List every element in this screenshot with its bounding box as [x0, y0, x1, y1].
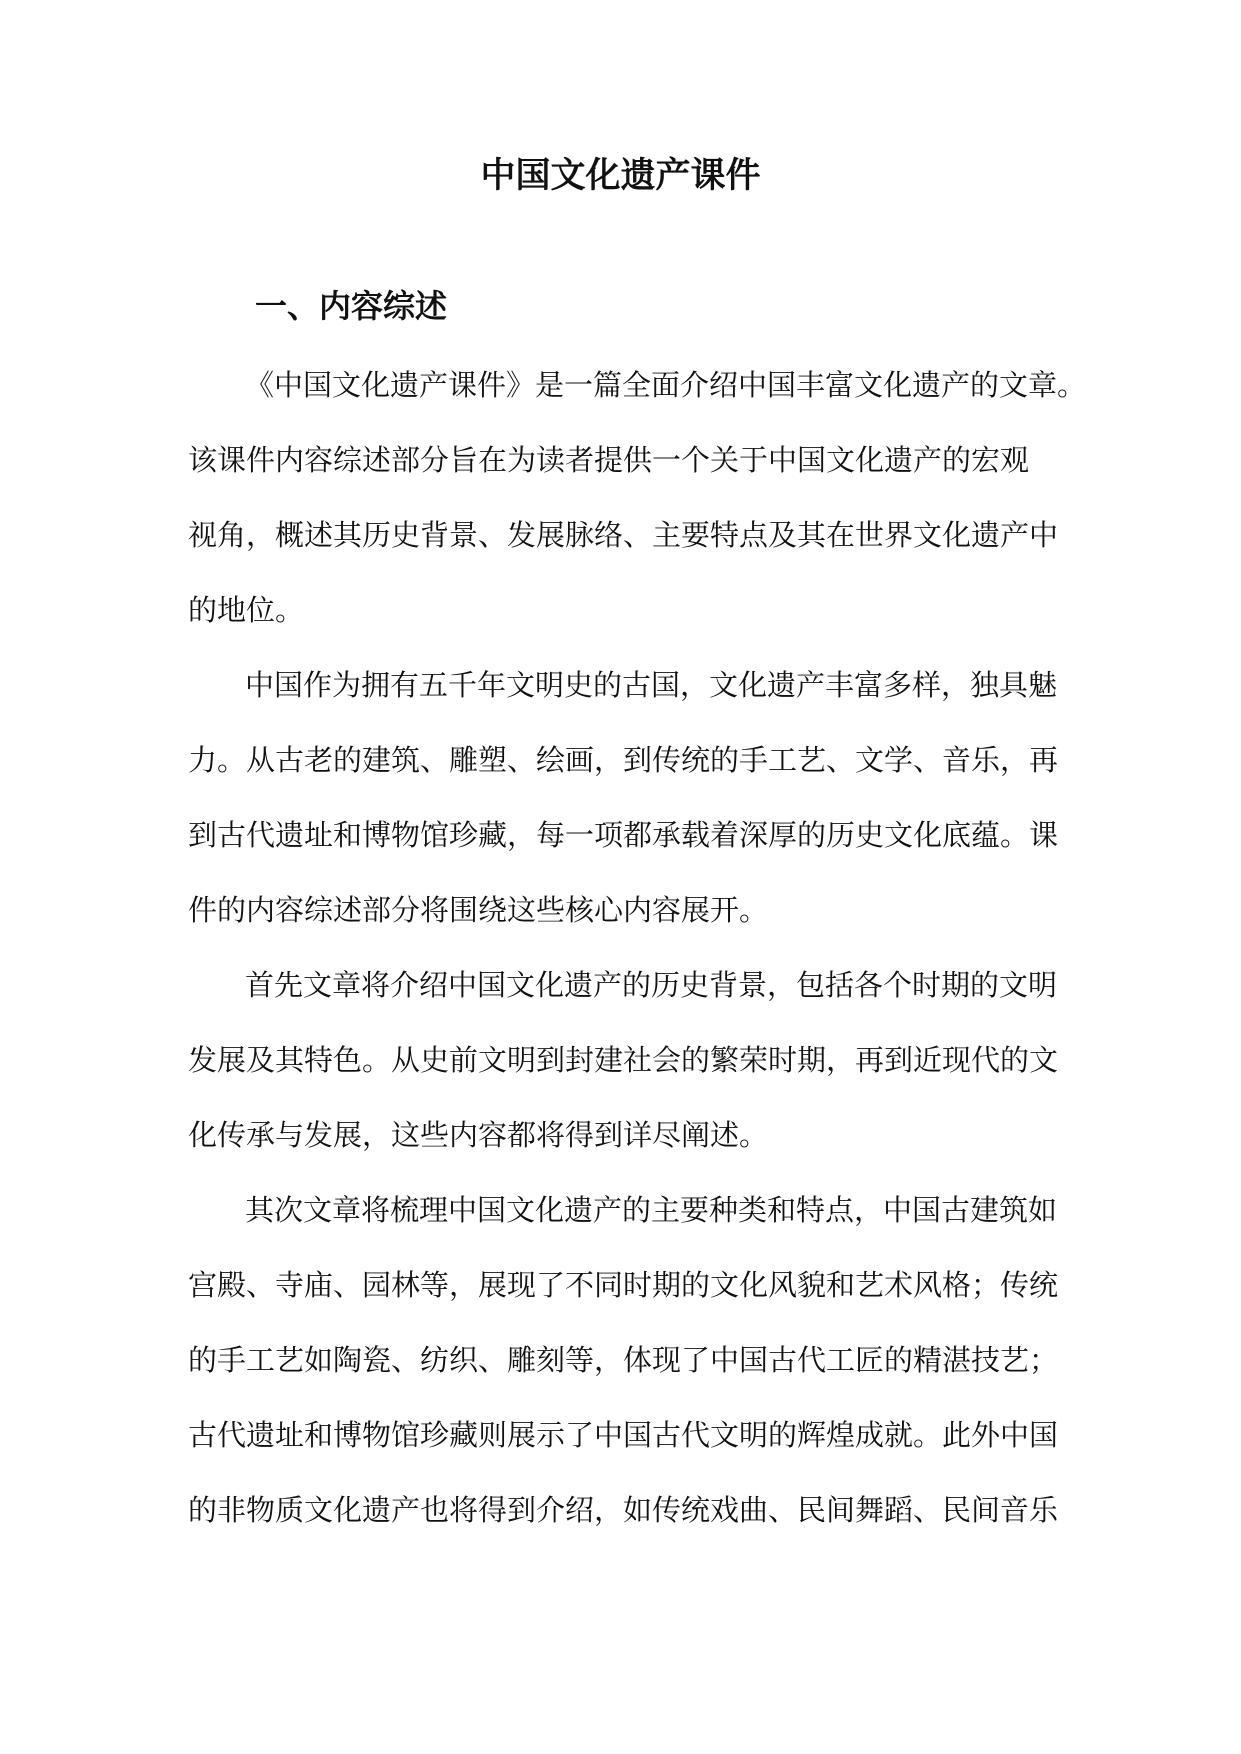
paragraph-line: 古代遗址和博物馆珍藏则展示了中国古代文明的辉煌成就。此外中国	[188, 1418, 1059, 1452]
paragraph-line: 首先文章将介绍中国文化遗产的历史背景，包括各个时期的文明	[245, 968, 1058, 1002]
paragraph-line: 的地位。	[188, 593, 305, 627]
paragraph-line: 该课件内容综述部分旨在为读者提供一个关于中国文化遗产的宏观	[188, 443, 1030, 477]
section-heading: 一、内容综述	[255, 287, 448, 325]
document-title: 中国文化遗产课件	[480, 155, 761, 196]
paragraph-line: 《中国文化遗产课件》是一篇全面介绍中国丰富文化遗产的文章。	[245, 368, 1087, 402]
paragraph-line: 其次文章将梳理中国文化遗产的主要种类和特点，中国古建筑如	[245, 1193, 1058, 1227]
paragraph-line: 的非物质文化遗产也将得到介绍，如传统戏曲、民间舞蹈、民间音乐	[188, 1493, 1059, 1527]
paragraph-line: 化传承与发展，这些内容都将得到详尽阐述。	[188, 1118, 769, 1152]
paragraph-line: 力。从古老的建筑、雕塑、绘画，到传统的手工艺、文学、音乐，再	[188, 743, 1059, 777]
paragraph-line: 的手工艺如陶瓷、纺织、雕刻等，体现了中国古代工匠的精湛技艺；	[188, 1343, 1059, 1377]
paragraph-line: 件的内容综述部分将围绕这些核心内容展开。	[188, 893, 769, 927]
paragraph-line: 宫殿、寺庙、园林等，展现了不同时期的文化风貌和艺术风格；传统	[188, 1268, 1059, 1302]
paragraph-line: 中国作为拥有五千年文明史的古国，文化遗产丰富多样，独具魅	[245, 668, 1058, 702]
paragraph-line: 视角，概述其历史背景、发展脉络、主要特点及其在世界文化遗产中	[188, 518, 1059, 552]
paragraph-line: 发展及其特色。从史前文明到封建社会的繁荣时期，再到近现代的文	[188, 1043, 1059, 1077]
paragraph-line: 到古代遗址和博物馆珍藏，每一项都承载着深厚的历史文化底蕴。课	[188, 818, 1059, 852]
